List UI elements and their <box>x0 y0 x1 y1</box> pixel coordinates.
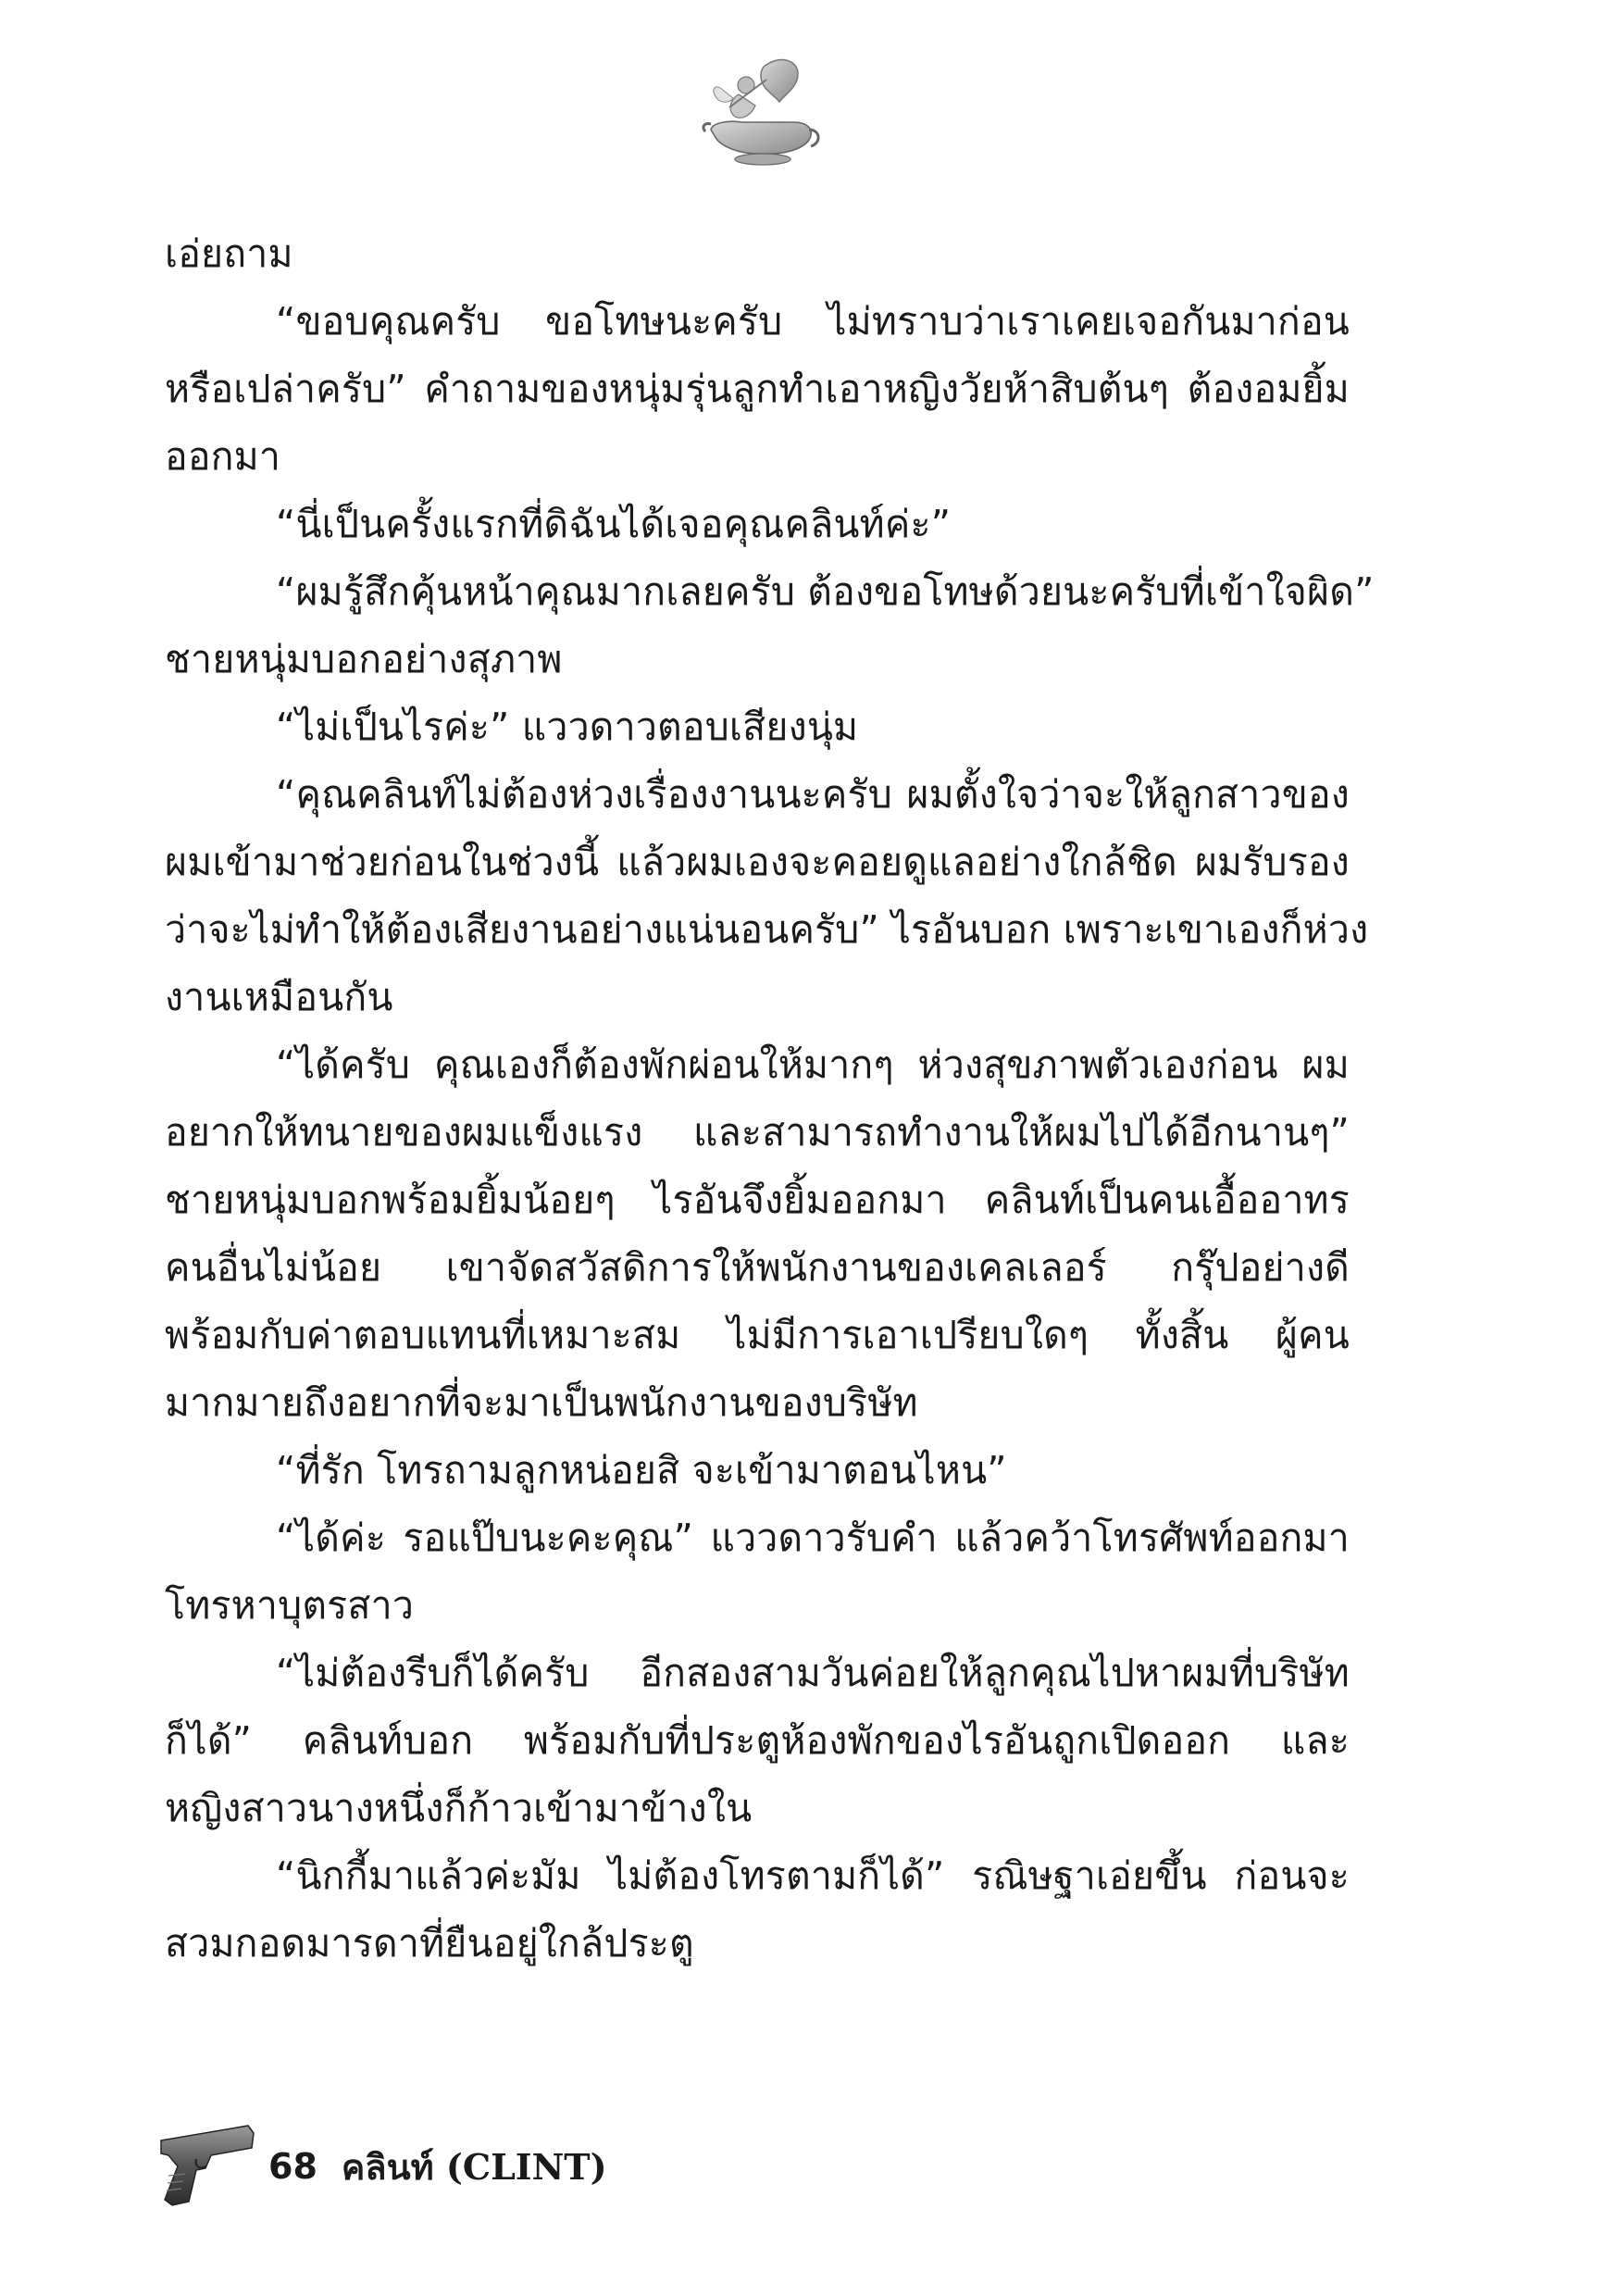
text-line: เอ่ยถาม <box>165 231 293 276</box>
text-line: “นี่เป็นครั้งแรกที่ดิฉันได้เจอคุณคลินท์ค่ะ” <box>276 502 952 546</box>
text-line: “ได้ครับ คุณเองก็ต้องพักผ่อนให้มากๆ ห่วงสุขภาพตัวเองก่อน ผม <box>276 1042 1350 1087</box>
text-line: ชายหนุ่มบอกอย่างสุภาพ <box>165 637 563 681</box>
page-body-text <box>165 220 1375 1978</box>
text-line: “นิกกี้มาแล้วค่ะมัม ไม่ต้องโทรตามก็ได้” รณิษฐาเอ่ยขึ้น ก่อนจะ <box>276 1853 1350 1898</box>
text-line: ออกมา <box>165 434 281 479</box>
text-line: ชายหนุ่มบอกพร้อมยิ้มน้อยๆ ไรอันจึงยิ้มออกมา คลินท์เป็นคนเอื้ออาทร <box>165 1178 1350 1222</box>
text-line: “ผมรู้สึกคุ้นหน้าคุณมากเลยครับ ต้องขอโทษด้วยนะครับที่เข้าใจผิด” <box>276 569 1375 614</box>
text-line: งานเหมือนกัน <box>165 975 393 1019</box>
text-line: “คุณคลินท์ไม่ต้องห่วงเรื่องงานนะครับ ผมตั้งใจว่าจะให้ลูกสาวของ <box>276 772 1350 817</box>
text-line: อยากให้ทนายของผมแข็งแรง และสามารถทำงานให้ผมไปได้อีกนานๆ” <box>165 1110 1350 1154</box>
text-line: คนอื่นไม่น้อย เขาจัดสวัสดิการให้พนักงานของเคลเลอร์ กรุ๊ปอย่างดี <box>165 1245 1350 1290</box>
book-title: คลินท์ (CLINT) <box>341 2145 607 2188</box>
text-line: “ได้ค่ะ รอแป๊บนะคะคุณ” แววดาวรับคำ แล้วคว้าโทรศัพท์ออกมา <box>276 1516 1350 1560</box>
text-line: “ที่รัก โทรถามลูกหน่อยสิ จะเข้ามาตอนไหน” <box>276 1448 1007 1492</box>
text-line: ก็ได้” คลินท์บอก พร้อมกับที่ประตูห้องพักของไรอันถูกเปิดออก และ <box>165 1718 1350 1763</box>
text-line: สวมกอดมารดาที่ยืนอยู่ใกล้ประตู <box>165 1921 694 1965</box>
text-line: ผมเข้ามาช่วยก่อนในช่วงนี้ แล้วผมเองจะคอยดูแลอย่างใกล้ชิด ผมรับรอง <box>165 840 1350 884</box>
text-line: โทรหาบุตรสาว <box>165 1583 415 1628</box>
text-line: “ขอบคุณครับ ขอโทษนะครับ ไม่ทราบว่าเราเคยเจอกันมาก่อน <box>276 299 1350 343</box>
text-line: หรือเปล่าครับ” คำถามของหนุ่มรุ่นลูกทำเอาหญิงวัยห้าสิบต้นๆ ต้องอมยิ้ม <box>165 367 1350 411</box>
text-line: “ไม่ต้องรีบก็ได้ครับ อีกสองสามวันค่อยให้ลูกคุณไปหาผมที่บริษัท <box>276 1651 1350 1695</box>
text-line: มากมายถึงอยากที่จะมาเป็นพนักงานของบริษัท <box>165 1380 918 1425</box>
cupid-teacup-ornament-icon <box>702 54 822 169</box>
text-line: ว่าจะไม่ทำให้ต้องเสียงานอย่างแน่นอนครับ” ไรอันบอก เพราะเขาเองก็ห่วง <box>165 907 1369 952</box>
pistol-icon <box>156 2120 257 2213</box>
text-line: พร้อมกับค่าตอบแทนที่เหมาะสม ไม่มีการเอาเปรียบใดๆ ทั้งสิ้น ผู้คน <box>165 1313 1350 1357</box>
text-line: หญิงสาวนางหนึ่งก็ก้าวเข้ามาข้างใน <box>165 1786 753 1830</box>
text-line: “ไม่เป็นไรค่ะ” แววดาวตอบเสียงนุ่ม <box>276 705 859 749</box>
page-number: 68 <box>268 2146 317 2187</box>
page-footer <box>156 2120 607 2213</box>
